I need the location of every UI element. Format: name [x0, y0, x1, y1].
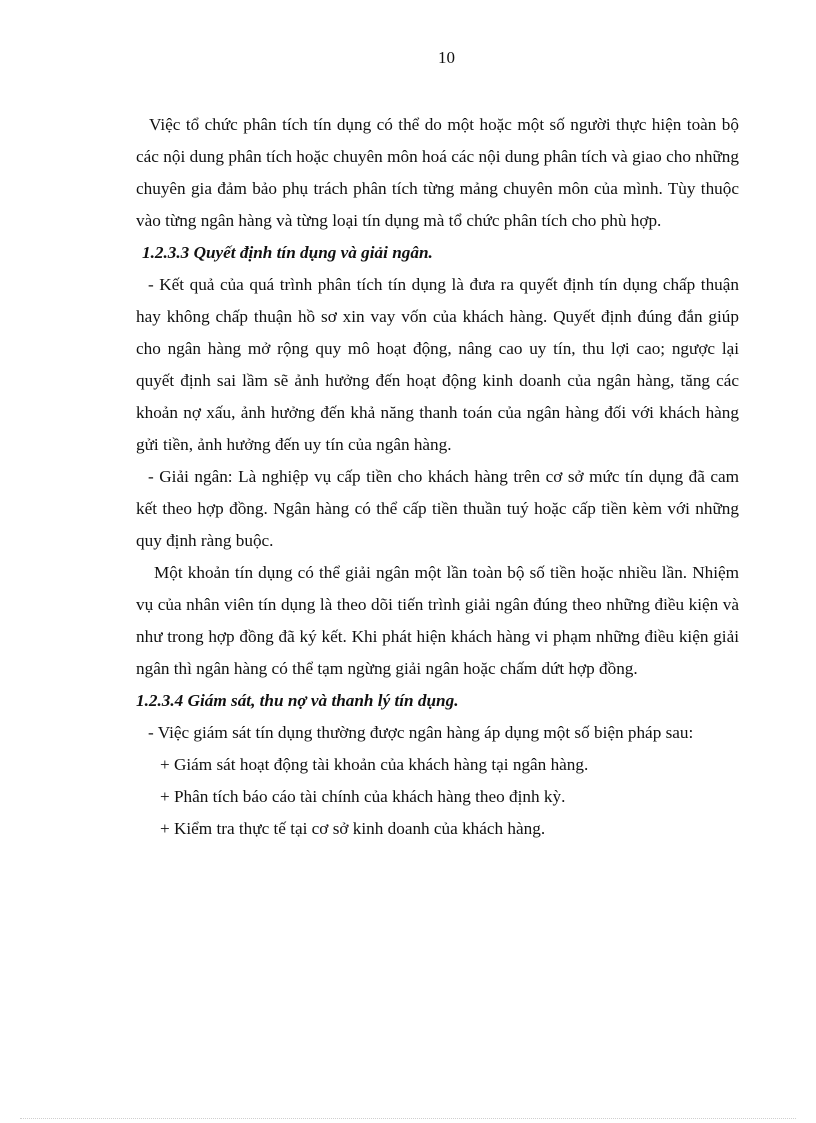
list-item: + Phân tích báo cáo tài chính của khách hàng theo định kỳ.	[160, 787, 566, 806]
page-bottom-divider	[20, 1118, 796, 1119]
paragraph-credit-analysis-organization: Việc tổ chức phân tích tín dụng có thể do một hoặc một số người thực hiện toàn bộ các nội dung phân tích hoặc chuyên môn hoá các nội dung phân tích và giao cho những chuyên gia đảm bảo phụ trách phân tích từng mảng chuyên môn của mình. Tùy thuộc vào từng ngân hàng và từng loại tín dụng mà tổ chức phân tích cho phù hợp.	[136, 115, 739, 230]
page-number: 10	[438, 48, 455, 67]
document-body	[136, 109, 739, 845]
list-item: + Kiểm tra thực tế tại cơ sở kinh doanh của khách hàng.	[160, 819, 546, 838]
paragraph-credit-monitoring: - Việc giám sát tín dụng thường được ngân hàng áp dụng một số biện pháp sau:	[148, 723, 694, 742]
paragraph-disbursement-details: Một khoản tín dụng có thể giải ngân một lần toàn bộ số tiền hoặc nhiều lần. Nhiệm vụ của nhân viên tín dụng là theo dõi tiến trình giải ngân đúng theo những điều kiện và như trong hợp đồng đã ký kết. Khi phát hiện khách hàng vi phạm những điều kiện giải ngân thì ngân hàng có thể tạm ngừng giải ngân hoặc chấm dứt hợp đồng.	[136, 563, 739, 678]
list-item: + Giám sát hoạt động tài khoản của khách hàng tại ngân hàng.	[160, 755, 589, 774]
section-heading-1-2-3-4: 1.2.3.4 Giám sát, thu nợ và thanh lý tín dụng.	[136, 691, 459, 710]
section-heading-1-2-3-3: 1.2.3.3 Quyết định tín dụng và giải ngân.	[142, 243, 433, 262]
paragraph-disbursement: - Giải ngân: Là nghiệp vụ cấp tiền cho khách hàng trên cơ sở mức tín dụng đã cam kết theo hợp đồng. Ngân hàng có thể cấp tiền thuần tuý hoặc cấp tiền kèm với những quy định ràng buộc.	[136, 467, 739, 550]
paragraph-credit-decision: - Kết quả của quá trình phân tích tín dụng là đưa ra quyết định tín dụng chấp thuận hay không chấp thuận hồ sơ xin vay vốn của khách hàng. Quyết định đúng đắn giúp cho ngân hàng mở rộng quy mô hoạt động, nâng cao uy tín, thu lợi cao; ngược lại quyết định sai lầm sẽ ảnh hưởng đến hoạt động kinh doanh của ngân hàng, tăng các khoản nợ xấu, ảnh hưởng đến khả năng thanh toán của ngân hàng đối với khách hàng gửi tiền, ảnh hưởng đến uy tín của ngân hàng.	[136, 275, 739, 454]
